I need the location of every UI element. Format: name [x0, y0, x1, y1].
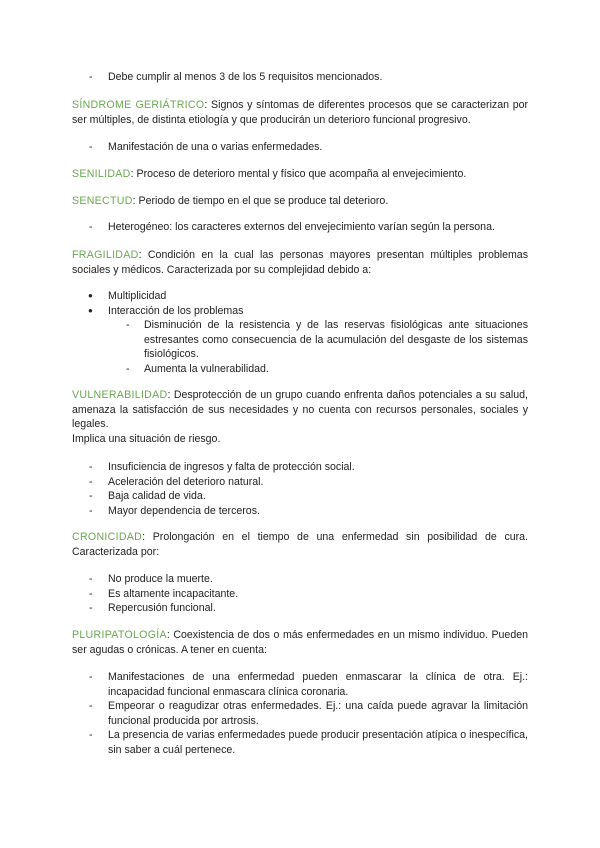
list-item — [72, 289, 528, 304]
definition-senectud — [72, 194, 528, 209]
list-item — [72, 475, 492, 490]
dash-mark: - — [89, 221, 93, 233]
item-text: Heterogéneo: los caracteres externos del envejecimiento varían según la persona. — [108, 221, 495, 233]
item-text: Interacción de los problemas — [108, 304, 244, 317]
term-label: CRONICIDAD — [72, 531, 143, 543]
list-item — [72, 70, 528, 85]
term-label: SENECTUD — [72, 195, 133, 207]
bullet-mark: ● — [88, 291, 93, 300]
definition-vulnerabilidad — [72, 388, 528, 432]
item-text: Aumenta la vulnerabilidad. — [144, 362, 269, 375]
item-text: Baja calidad de vida. — [108, 490, 206, 503]
term-label: SÍNDROME GERIÁTRICO — [72, 99, 205, 111]
definition-sindrome — [72, 98, 528, 127]
dash-mark: - — [89, 490, 93, 503]
dash-mark: - — [89, 587, 93, 600]
item-text: Empeorar o reagudizar otras enfermedades. Ej.: una caída puede agravar la limitación funcional producida por artrosis. — [108, 700, 528, 727]
dash-mark: - — [89, 700, 93, 713]
definition-text: : Desprotección de un grupo cuando enfrenta daños potenciales a su salud, amenaza la satisfacción de sus necesidades y no cuenta con recursos personales, sociales y legales. — [72, 389, 528, 431]
sub-list-item — [72, 362, 528, 377]
definition-cronicidad — [72, 530, 528, 559]
term-label: PLURIPATOLOGÍA — [72, 629, 167, 641]
item-text: Mayor dependencia de terceros. — [108, 504, 260, 517]
list-item — [72, 504, 492, 519]
term-label: VULNERABILIDAD — [72, 389, 168, 401]
definition-text: : Condición en la cual las personas mayores presentan múltiples problemas sociales y médicos. Caracterizada por su complejidad debido a: — [72, 249, 528, 276]
item-text: Manifestaciones de una enfermedad pueden enmascarar la clínica de otra. Ej.: incapacidad funcional enmascara clínica coronaria. — [108, 671, 528, 698]
dash-mark: - — [89, 729, 93, 742]
list-item — [72, 220, 528, 235]
dash-mark: - — [126, 319, 130, 332]
list-item — [72, 601, 492, 616]
definition-text: : Signos y síntomas de diferentes procesos que se caracterizan por ser múltiples, de distinta etiología y que producirán un deterioro funcional progresivo. — [72, 99, 529, 126]
list-item — [72, 572, 492, 587]
dash-mark: - — [89, 461, 93, 473]
item-text: Manifestación de una o varias enfermedades. — [108, 141, 323, 153]
definition-senilidad — [72, 167, 528, 182]
list-item — [72, 587, 492, 602]
item-text: Debe cumplir al menos 3 de los 5 requisitos mencionados. — [108, 71, 383, 83]
dash-mark: - — [89, 141, 93, 153]
list-item — [72, 489, 492, 504]
item-text: Repercusión funcional. — [108, 602, 216, 615]
dash-mark: - — [89, 671, 93, 683]
dash-mark: - — [126, 362, 130, 375]
term-label: SENILIDAD — [72, 168, 131, 180]
list-item — [72, 728, 528, 757]
list-item — [72, 304, 528, 319]
item-text: Multiplicidad — [108, 290, 167, 302]
dash-mark: - — [89, 475, 93, 488]
list-item — [72, 699, 528, 728]
item-text: Disminución de la resistencia y de las reservas fisiológicas ante situaciones estresantes como consecuencia de la acumulación del desgaste de los sistemas fisiológicos. — [144, 319, 528, 361]
dash-mark: - — [89, 573, 93, 585]
item-text: No produce la muerte. — [108, 573, 213, 585]
bullet-list — [72, 289, 528, 377]
dash-mark: - — [89, 602, 93, 615]
definition-text: : Periodo de tiempo en el que se produce tal deterioro. — [132, 195, 389, 207]
sub-list-item — [72, 318, 528, 362]
item-text: Es altamente incapacitante. — [108, 587, 239, 600]
note-text: Implica una situación de riesgo. — [72, 433, 221, 445]
dash-mark: - — [89, 71, 93, 83]
definition-fragilidad — [72, 248, 528, 277]
term-label: FRAGILIDAD — [72, 249, 139, 261]
list-item — [72, 140, 528, 155]
list-item — [72, 670, 528, 699]
item-text: Insuficiencia de ingresos y falta de protección social. — [108, 461, 355, 473]
dash-list — [72, 670, 528, 758]
dash-mark: - — [89, 504, 93, 517]
item-text: Aceleración del deterioro natural. — [108, 475, 264, 488]
dash-list — [72, 460, 492, 518]
definition-text: : Prolongación en el tiempo de una enfermedad sin posibilidad de cura. Caracterizada por: — [72, 531, 528, 558]
definition-text: : Proceso de deterioro mental y físico que acompaña al envejecimiento. — [130, 168, 467, 180]
dash-list — [72, 572, 492, 616]
definition-text: : Coexistencia de dos o más enfermedades en un mismo individuo. Pueden ser agudas o crónicas. A tener en cuenta: — [72, 629, 528, 656]
item-text: La presencia de varias enfermedades puede producir presentación atípica o inespecífica, sin saber a cuál pertenece. — [108, 729, 528, 756]
definition-pluripatologia — [72, 628, 528, 657]
list-item — [72, 460, 492, 475]
bullet-mark: ● — [88, 305, 93, 315]
